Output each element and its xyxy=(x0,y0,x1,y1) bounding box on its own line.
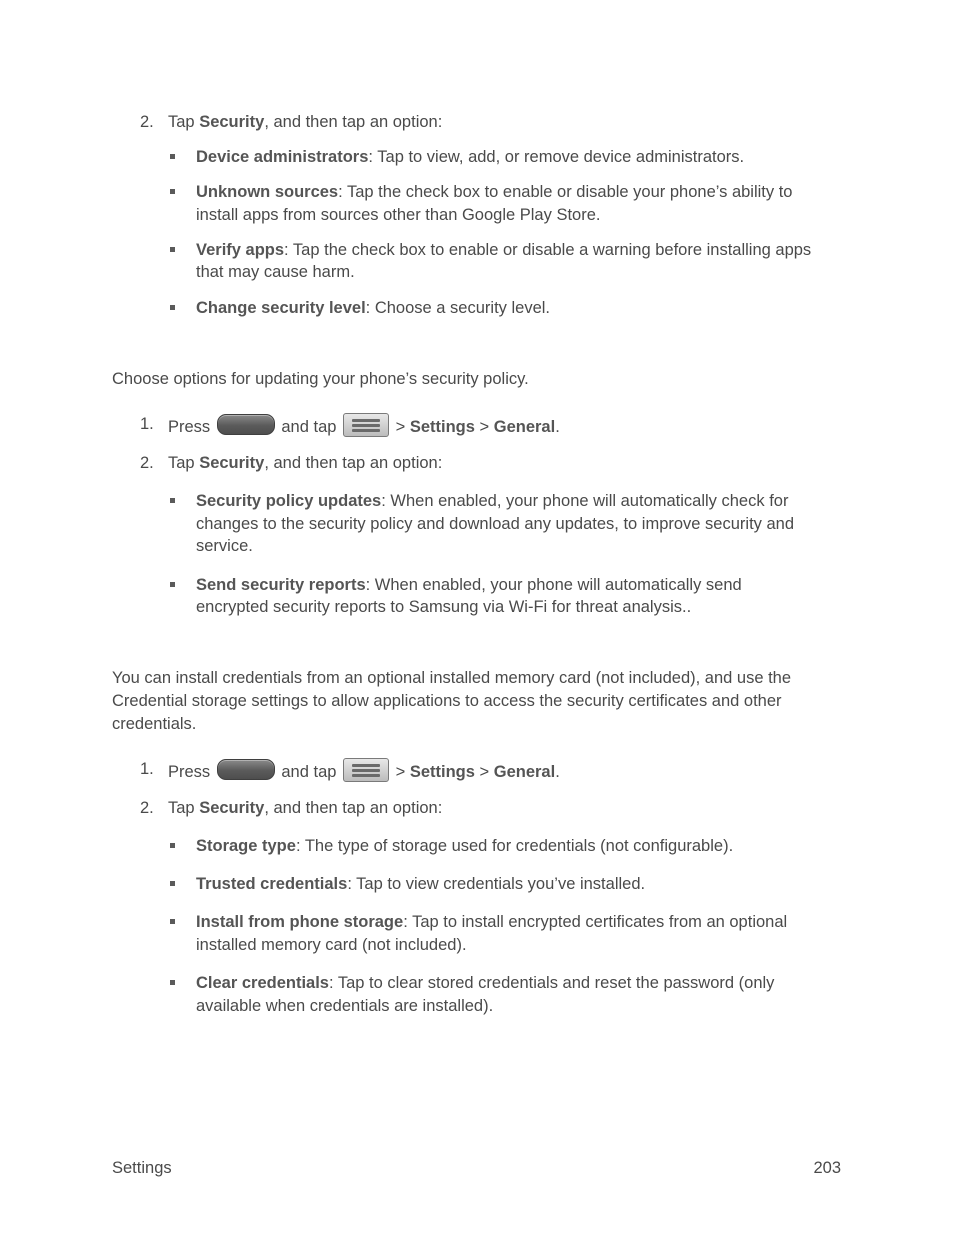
section-intro-line: credentials. xyxy=(112,715,197,733)
settings-label: Settings xyxy=(409,763,475,781)
section-intro-line: Credential storage settings to allow applications to access the security certificates and other xyxy=(112,692,782,710)
step-2-text: Tap Security, and then tap an option: xyxy=(168,454,443,472)
step-number: 2. xyxy=(140,799,154,817)
security-label: Security xyxy=(199,454,265,472)
list-item-continuation: available when credentials are installed). xyxy=(196,997,494,1015)
bullet-icon xyxy=(170,247,175,252)
footer-section-name: Settings xyxy=(112,1159,172,1177)
menu-key-icon xyxy=(343,758,389,782)
bullet-icon xyxy=(170,919,175,924)
list-item: Device administrators: Tap to view, add, or remove device administrators. xyxy=(196,148,745,166)
general-label: General xyxy=(493,418,556,436)
list-item: Security policy updates: When enabled, your phone will automatically check for xyxy=(196,492,789,510)
general-label: General xyxy=(493,763,556,781)
security-label: Security xyxy=(199,113,265,131)
settings-label: Settings xyxy=(409,418,475,436)
list-item: Install from phone storage: Tap to install encrypted certificates from an optional xyxy=(196,913,788,931)
list-item: Change security level: Choose a security level. xyxy=(196,299,551,317)
bullet-icon xyxy=(170,980,175,985)
list-item-continuation: encrypted security reports to Samsung via Wi-Fi for threat analysis.. xyxy=(196,598,692,616)
section-intro: Choose options for updating your phone’s security policy. xyxy=(112,370,529,388)
step-number: 1. xyxy=(140,415,154,433)
step-1-text: Press and tap > Settings > General. xyxy=(168,413,560,438)
bullet-icon xyxy=(170,189,175,194)
bullet-icon xyxy=(170,305,175,310)
list-item-continuation: installed memory card (not included). xyxy=(196,936,467,954)
footer-page-number: 203 xyxy=(813,1159,841,1177)
list-item: Unknown sources: Tap the check box to enable or disable your phone’s ability to xyxy=(196,183,793,201)
bullet-icon xyxy=(170,582,175,587)
list-item-continuation: changes to the security policy and download any updates, to improve security and xyxy=(196,515,795,533)
list-item: Verify apps: Tap the check box to enable or disable a warning before installing apps xyxy=(196,241,812,259)
bullet-icon xyxy=(170,498,175,503)
menu-key-icon xyxy=(343,413,389,437)
step-2-text: Tap Security, and then tap an option: xyxy=(168,113,443,131)
step-number: 2. xyxy=(140,113,154,131)
bullet-icon xyxy=(170,154,175,159)
list-item: Clear credentials: Tap to clear stored credentials and reset the password (only xyxy=(196,974,775,992)
step-2 xyxy=(140,111,154,133)
bullet-icon xyxy=(170,843,175,848)
list-item: Storage type: The type of storage used for credentials (not configurable). xyxy=(196,837,734,855)
home-key-icon xyxy=(217,759,275,780)
security-label: Security xyxy=(199,799,265,817)
step-2-text: Tap Security, and then tap an option: xyxy=(168,799,443,817)
home-key-icon xyxy=(217,414,275,435)
list-item-continuation: install apps from sources other than Google Play Store. xyxy=(196,206,601,224)
bullet-icon xyxy=(170,881,175,886)
step-number: 1. xyxy=(140,760,154,778)
section-intro-line: You can install credentials from an optional installed memory card (not included), and use the xyxy=(112,669,792,687)
list-item-continuation: that may cause harm. xyxy=(196,263,355,281)
list-item: Trusted credentials: Tap to view credentials you’ve installed. xyxy=(196,875,646,893)
step-1-text: Press and tap > Settings > General. xyxy=(168,758,560,783)
list-item: Send security reports: When enabled, your phone will automatically send xyxy=(196,576,742,594)
step-number: 2. xyxy=(140,454,154,472)
list-item-continuation: service. xyxy=(196,537,253,555)
